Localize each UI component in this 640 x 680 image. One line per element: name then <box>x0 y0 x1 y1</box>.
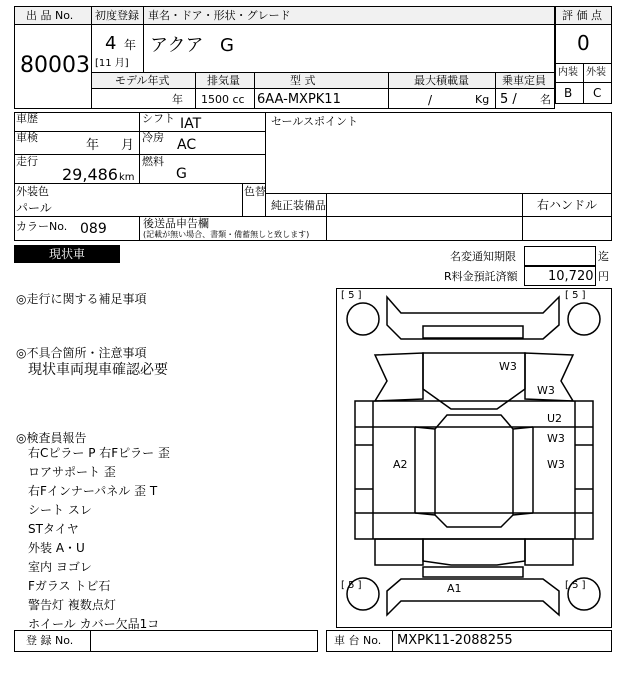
inspection-month-unit: 月 <box>121 138 135 153</box>
roof <box>435 415 513 527</box>
max-load-label: 最大積載量 <box>414 74 469 87</box>
history-label: 車歴 <box>16 112 38 125</box>
inspector-line: 警告灯 複数点灯 <box>28 598 116 612</box>
shift-value: IAT <box>180 116 202 132</box>
max-load-value: / <box>428 93 433 107</box>
grade-hdivider <box>555 82 612 83</box>
color-divider <box>242 183 243 217</box>
exterior-grade: C <box>593 86 602 100</box>
inspection-year-unit: 年 <box>86 138 100 153</box>
front-grille <box>423 326 523 338</box>
interior-grade: B <box>564 86 573 100</box>
tire-front-left <box>347 303 379 335</box>
color-no-label: カラーNo. <box>16 220 68 233</box>
inspector-line: 外装 A・U <box>28 541 85 555</box>
inspection-label: 車検 <box>16 131 38 144</box>
grade-divider <box>583 63 584 104</box>
score-label: 評 価 点 <box>562 9 602 22</box>
steering-value: 右ハンドル <box>537 198 598 212</box>
front-left-fender <box>375 353 423 401</box>
registration-year: 4 <box>105 33 117 54</box>
defects-text: 現状車両現車確認必要 <box>28 362 168 378</box>
specs-div4 <box>495 72 496 109</box>
model-year-label: モデル年式 <box>115 74 170 87</box>
rear-panel <box>423 567 523 577</box>
color-no-value: 089 <box>80 221 107 237</box>
tire-label-bl: [ 5 ] <box>341 580 362 591</box>
chassis-divider <box>392 630 393 652</box>
mileage-unit: km <box>119 172 135 183</box>
name-change-box <box>524 246 596 266</box>
damage-mark: A1 <box>447 582 462 595</box>
tire-label-tr: [ 5 ] <box>565 290 586 301</box>
interior-label: 内装 <box>558 67 578 78</box>
registration-label: 初度登録 <box>95 9 139 22</box>
rear-bumper <box>387 579 559 615</box>
reg-no-divider <box>90 630 91 652</box>
car-name-label: 車名・ドア・形状・グレード <box>148 9 291 22</box>
lot-number: 80003 <box>20 53 90 78</box>
damage-mark: W3 <box>537 384 555 397</box>
sales-points-label: セールスポイント <box>271 115 359 128</box>
inspector-line: シート スレ <box>28 503 92 517</box>
fuel-value: G <box>176 166 187 182</box>
car-outline <box>337 289 611 627</box>
color-cell <box>14 183 266 217</box>
lot-label: 出 品 No. <box>26 9 74 22</box>
type-label: 型 式 <box>290 74 316 87</box>
damage-mark: W3 <box>547 432 565 445</box>
color-label: 外装色 <box>16 185 49 198</box>
exterior-label: 外装 <box>586 67 606 78</box>
score-value: 0 <box>577 31 590 55</box>
inspector-line: 右Fインナーパネル 歪 T <box>28 484 158 498</box>
recycle-unit: 円 <box>598 270 609 283</box>
type-value: 6AA-MXPK11 <box>257 92 341 107</box>
driving-notes-title: ◎走行に関する補足事項 <box>16 292 147 306</box>
docs-note: (記載が無い場合、書類・備蓄無しと致します) <box>143 230 310 239</box>
displacement-label: 排気量 <box>207 74 240 87</box>
chassis-label: 車 台 No. <box>334 634 382 647</box>
name-change-unit: 迄 <box>598 250 609 263</box>
recycle-amount: 10,720 <box>548 269 594 284</box>
mileage-label: 走行 <box>16 155 38 168</box>
mileage-value: 29,486 <box>62 165 118 184</box>
reg-no-label: 登 録 No. <box>26 634 74 647</box>
damage-mark: W3 <box>499 360 517 373</box>
specs-div3 <box>388 72 389 109</box>
fuel-label: 燃料 <box>142 155 164 168</box>
trunk <box>423 539 525 565</box>
inspector-line: 室内 ヨゴレ <box>28 560 92 574</box>
capacity-unit: 名 <box>540 93 551 106</box>
tire-label-tl: [ 5 ] <box>341 290 362 301</box>
damage-diagram <box>336 288 612 628</box>
front-bumper <box>387 297 559 339</box>
color-value: パール <box>16 201 52 215</box>
color-change-label: 色替 <box>244 185 266 198</box>
name-change-label: 名変通知期限 <box>450 250 516 263</box>
registration-month: [11 月] <box>95 58 129 69</box>
tire-front-right <box>568 303 600 335</box>
capacity-value: 5 / <box>500 92 517 107</box>
rear-left-quarter <box>375 539 423 565</box>
model-year-unit: 年 <box>172 93 183 106</box>
equipment-label: 純正装備品 <box>271 199 326 212</box>
specs-div2 <box>254 72 255 109</box>
inspector-line: 右Cピラー P 右Fピラー 歪 <box>28 446 170 460</box>
chassis-number: MXPK11-2088255 <box>397 633 513 648</box>
shift-label: シフト <box>142 112 175 125</box>
ac-value: AC <box>177 137 197 153</box>
inspector-line: STタイヤ <box>28 522 79 536</box>
damage-mark: W3 <box>547 458 565 471</box>
inspector-title: ◎検査員報告 <box>16 431 87 445</box>
damage-mark: A2 <box>393 458 408 471</box>
defects-title: ◎不具合箇所・注意事項 <box>16 346 147 360</box>
car-grade: G <box>220 35 234 56</box>
damage-mark: U2 <box>547 412 563 425</box>
docs-label: 後送品申告欄 <box>143 217 209 230</box>
specs-div1 <box>195 72 196 109</box>
inspector-line: Fガラス トビ石 <box>28 579 111 593</box>
tire-label-br: [ 5 ] <box>565 580 586 591</box>
car-name: アクア <box>150 35 204 56</box>
ac-label: 冷房 <box>142 131 164 144</box>
registration-year-unit: 年 <box>124 38 137 52</box>
inspector-line: ロアサポート 歪 <box>28 465 116 479</box>
capacity-label: 乗車定員 <box>502 74 546 87</box>
current-car-badge: 現状車 <box>14 245 120 263</box>
rear-right-quarter <box>525 539 573 565</box>
max-load-unit: Kg <box>475 93 490 106</box>
recycle-label: R料金預託済額 <box>444 270 518 283</box>
displacement-value: 1500 cc <box>201 93 245 106</box>
inspector-line: ホイール カバー欠品1コ <box>28 617 160 631</box>
